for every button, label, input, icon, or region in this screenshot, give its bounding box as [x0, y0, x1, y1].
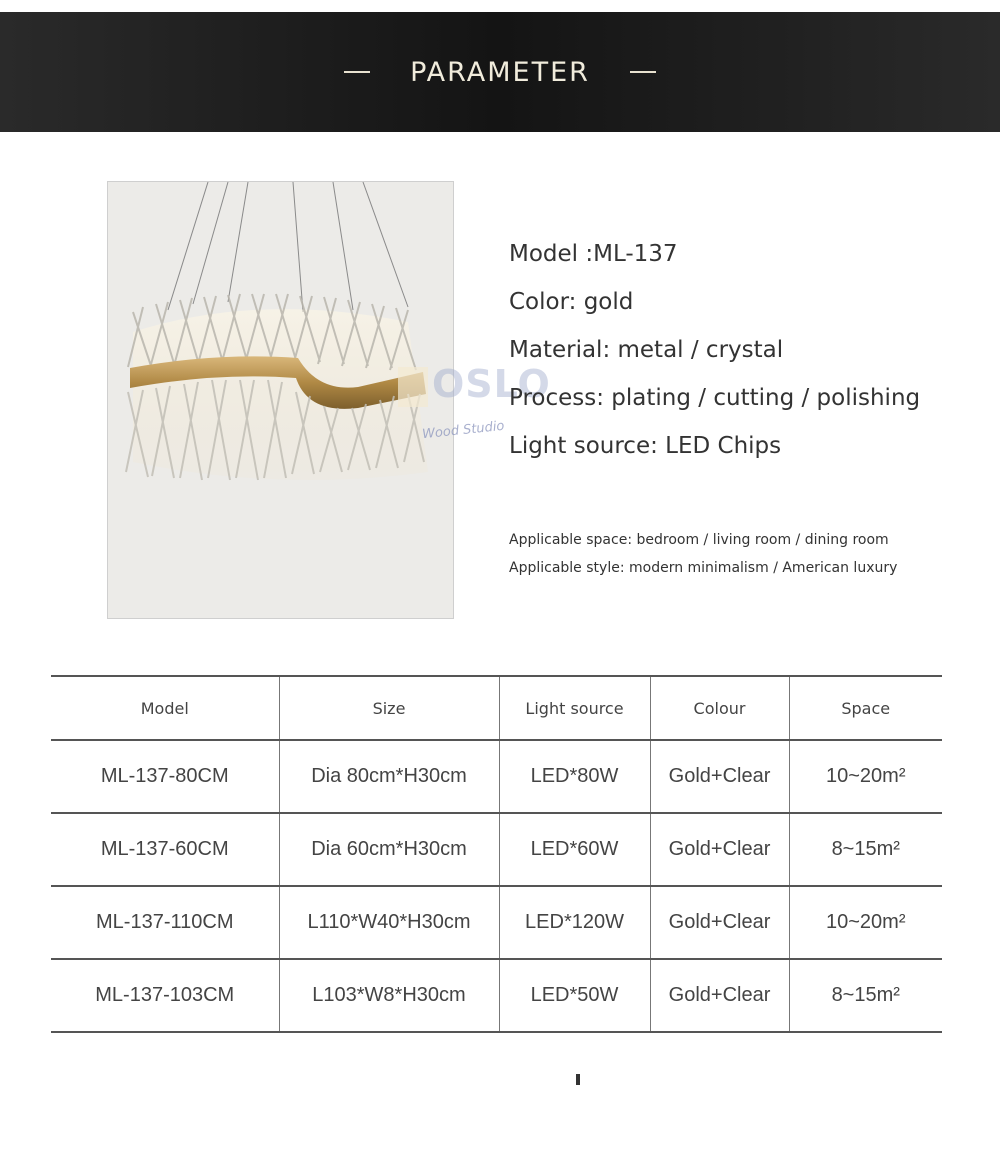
table-row [51, 959, 942, 1032]
cell-colour: Gold+Clear [650, 886, 789, 959]
table-header-row [51, 676, 942, 740]
cell-space: 8~15m² [789, 959, 942, 1032]
cell-size: Dia 60cm*H30cm [279, 813, 499, 886]
page-title: PARAMETER [410, 56, 590, 88]
spec-material: Material: metal / crystal [509, 337, 784, 363]
applicable-space: Applicable space: bedroom / living room / dining room [509, 532, 889, 548]
cell-model: ML-137-80CM [51, 740, 279, 813]
parameter-banner [0, 12, 1000, 132]
cell-colour: Gold+Clear [650, 959, 789, 1032]
spec-light-source: Light source: LED Chips [509, 433, 782, 459]
cell-space: 10~20m² [789, 886, 942, 959]
header-space: Space [789, 676, 942, 740]
cell-space: 8~15m² [789, 813, 942, 886]
cell-light-source: LED*120W [499, 886, 650, 959]
watermark-brand: OSLO [432, 362, 551, 406]
cell-light-source: LED*80W [499, 740, 650, 813]
applicable-info [509, 526, 897, 582]
table-row [51, 740, 942, 813]
cell-space: 10~20m² [789, 740, 942, 813]
cell-model: ML-137-103CM [51, 959, 279, 1032]
table-row [51, 886, 942, 959]
spec-list [509, 236, 920, 470]
chandelier-illustration [108, 182, 454, 619]
cell-colour: Gold+Clear [650, 813, 789, 886]
spec-process: Process: plating / cutting / polishing [509, 385, 921, 411]
watermark-subtitle: Wood Studio [421, 418, 506, 443]
header-light-source: Light source [499, 676, 650, 740]
header-size: Size [279, 676, 499, 740]
cell-light-source: LED*50W [499, 959, 650, 1032]
banner-left-dash [344, 71, 370, 73]
header-model: Model [51, 676, 279, 740]
parameter-table [51, 675, 942, 1033]
banner-right-dash [630, 71, 656, 73]
cell-model: ML-137-110CM [51, 886, 279, 959]
cell-size: Dia 80cm*H30cm [279, 740, 499, 813]
cell-size: L103*W8*H30cm [279, 959, 499, 1032]
cell-model: ML-137-60CM [51, 813, 279, 886]
cursor-mark [576, 1074, 580, 1085]
applicable-style: Applicable style: modern minimalism / American luxury [509, 560, 898, 576]
cell-colour: Gold+Clear [650, 740, 789, 813]
header-colour: Colour [650, 676, 789, 740]
product-image [107, 181, 454, 619]
spec-model: Model :ML-137 [509, 241, 678, 267]
table-row [51, 813, 942, 886]
cell-light-source: LED*60W [499, 813, 650, 886]
cell-size: L110*W40*H30cm [279, 886, 499, 959]
spec-color: Color: gold [509, 289, 634, 315]
